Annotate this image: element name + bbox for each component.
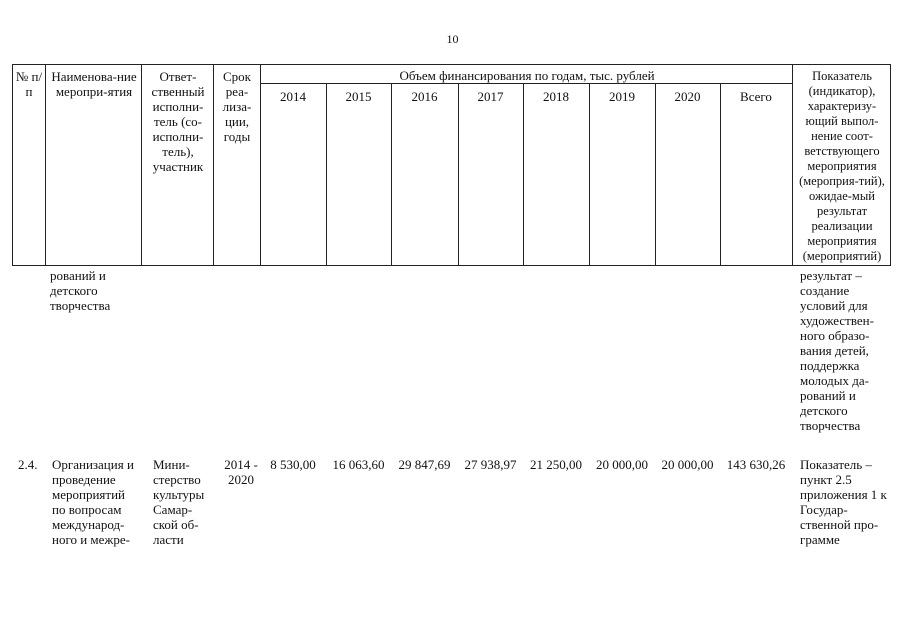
header-term: Срок реа-лиза-ции, годы	[222, 69, 252, 144]
header-funding-title: Объем финансирования по годам, тыс. рублей	[399, 68, 655, 83]
header-indicator: Показатель (индикатор), характеризу-ющий выпол-нение соот-ветствующего мероприятия (мероприя-тий), ожидае-мый результат реализации мероприятия (мероприятий)	[799, 69, 885, 263]
header-year-total: Всего	[740, 89, 772, 104]
header-year: 2014	[280, 89, 306, 104]
header-responsible: Ответ-ственный исполни-тель (со-исполни-тель), участник	[151, 69, 205, 174]
header-num: № п/п	[15, 69, 43, 99]
header-year: 2018	[543, 89, 569, 104]
value-2014: 8 530,00	[270, 457, 316, 472]
row-indicator: Показатель – пункт 2.5 приложения 1 к Государ-ственной про-грамме	[800, 457, 887, 547]
cont-row-indicator: результат – создание условий для художествен-ного образо-вания детей, поддержка молодых да-рований и детского творчества	[800, 268, 874, 433]
row-responsible: Мини-стерство культуры Самар-ской об-ласти	[153, 457, 205, 547]
col-border	[523, 83, 524, 266]
header-year: 2017	[477, 89, 504, 104]
header-year: 2019	[609, 89, 635, 104]
header-bottom-border	[12, 265, 890, 266]
col-border	[458, 83, 459, 266]
col-border	[45, 64, 46, 266]
header-year: 2016	[411, 89, 438, 104]
value-2015: 16 063,60	[332, 457, 385, 472]
value-total: 143 630,26	[726, 457, 786, 472]
value-2019: 20 000,00	[596, 457, 648, 472]
col-border	[12, 64, 13, 266]
row-name: Организация и проведение мероприятий по вопросам международ-ного и межре-	[52, 457, 134, 547]
col-border	[141, 64, 142, 266]
value-2018: 21 250,00	[530, 457, 582, 472]
col-border	[391, 83, 392, 266]
col-border	[792, 64, 793, 266]
value-2016: 29 847,69	[398, 457, 451, 472]
header-year: 2015	[345, 89, 372, 104]
header-year: 2020	[674, 89, 701, 104]
col-border	[720, 83, 721, 266]
row-number: 2.4.	[18, 457, 38, 472]
years-subheader-line	[260, 83, 792, 84]
header-name: Наименова-ние меропри-ятия	[51, 69, 137, 99]
row-term: 2014 - 2020	[224, 457, 258, 487]
page-number: 10	[446, 32, 459, 46]
value-2020: 20 000,00	[661, 457, 714, 472]
value-2017: 27 938,97	[464, 457, 517, 472]
col-border	[890, 64, 891, 266]
col-border	[326, 83, 327, 266]
col-border	[589, 83, 590, 266]
cont-row-name: рований и детского творчества	[50, 268, 111, 313]
col-border	[655, 83, 656, 266]
table-top-border	[12, 64, 890, 65]
